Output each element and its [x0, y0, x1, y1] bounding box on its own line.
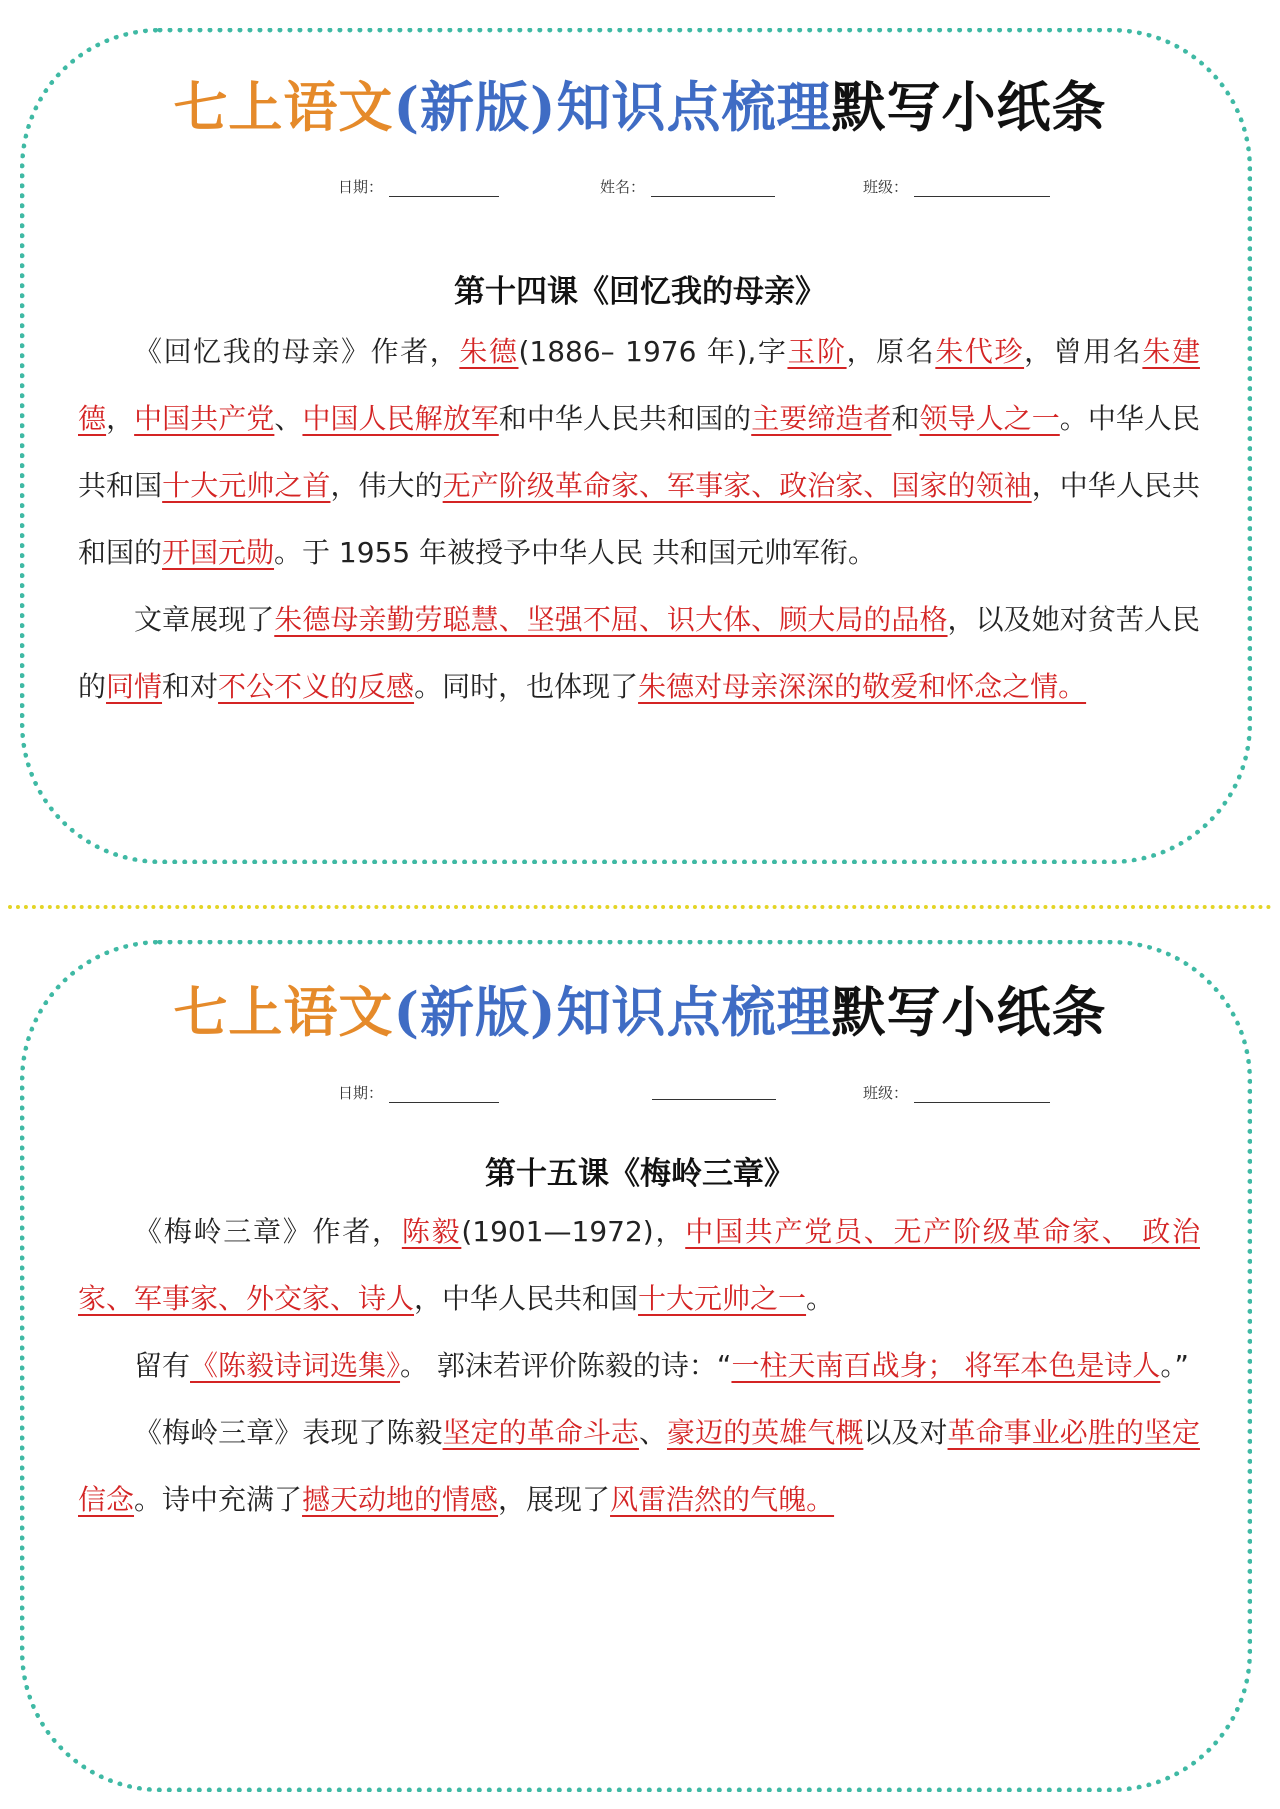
title-part-orange: 七上语文	[173, 75, 394, 139]
body-text: 《梅岭三章》表现了陈毅	[134, 1416, 443, 1449]
cut-line-divider	[8, 905, 1272, 909]
answer-blank-text: 不公不义的反感	[218, 670, 415, 703]
body-text: 、	[274, 402, 303, 435]
name-label: 姓名：	[600, 178, 646, 196]
body-text: ，	[106, 402, 135, 435]
title-part-blue: (新版)知识点梳理	[393, 75, 832, 139]
answer-blank-text: 坚定的革命斗志	[442, 1416, 639, 1449]
name-blank[interactable]	[651, 180, 775, 197]
body-text: 。于 1955 年被授予中华人民 共和国元帅军衔。	[274, 536, 876, 569]
name-blank[interactable]	[652, 1083, 776, 1100]
answer-blank-text: 无产阶级革命家、军事家、政治家、国家的领袖	[442, 469, 1032, 502]
class-field[interactable]	[863, 1082, 1050, 1103]
answer-blank-text: 玉阶	[787, 335, 847, 368]
paragraph	[78, 586, 1200, 720]
name-field[interactable]	[600, 1082, 776, 1100]
paragraph	[78, 1399, 1200, 1533]
body-text: 。同时，也体现了	[414, 670, 639, 703]
title-part-black: 默写小纸条	[831, 75, 1107, 139]
body-text: (1886– 1976 年),字	[518, 335, 788, 368]
title-part-orange: 七上语文	[173, 980, 394, 1044]
answer-blank-text: 朱德	[459, 335, 519, 368]
lesson-title-14: 第十四课《回忆我的母亲》	[454, 274, 826, 310]
date-blank[interactable]	[389, 180, 499, 197]
body-text: 。诗中充满了	[134, 1483, 303, 1516]
header-title-2	[0, 970, 1280, 1047]
answer-blank-text: 朱代珍	[935, 335, 1025, 368]
class-blank[interactable]	[914, 180, 1050, 197]
body-text: 和对	[162, 670, 219, 703]
lesson-title-15: 第十五课《梅岭三章》	[485, 1156, 795, 1192]
body-text: 《回忆我的母亲》作者，	[134, 335, 460, 368]
name-field[interactable]	[600, 176, 775, 197]
body-text: ，伟大的	[330, 469, 443, 502]
answer-blank-text: 陈毅	[401, 1215, 462, 1248]
answer-blank-text: 中国共产党	[134, 402, 275, 435]
name-blank-only[interactable]	[600, 1082, 776, 1100]
answer-blank-text: 风雷浩然的气魄。	[610, 1483, 835, 1516]
body-text: ，原名	[846, 335, 936, 368]
answer-blank-text: 朱建德	[78, 335, 1200, 435]
title-part-black: 默写小纸条	[831, 980, 1107, 1044]
body-text: ，曾用名	[1024, 335, 1143, 368]
lesson-15-body	[78, 1198, 1200, 1533]
date-label: 日期：	[338, 1084, 384, 1102]
answer-blank-text: 中国人民解放军	[302, 402, 499, 435]
body-text: ，展现了	[498, 1483, 611, 1516]
class-label: 班级：	[863, 1084, 909, 1102]
answer-blank-text: 领导人之一	[919, 402, 1060, 435]
date-field[interactable]	[338, 176, 499, 197]
answer-blank-text: 撼天动地的情感	[302, 1483, 499, 1516]
class-label: 班级：	[863, 178, 909, 196]
lesson-14-body	[78, 318, 1200, 720]
body-text: 。”	[1160, 1349, 1189, 1382]
answer-blank-text: 十大元帅之一	[638, 1282, 807, 1315]
body-text: 文章展现了	[134, 603, 275, 636]
answer-blank-text: 主要缔造者	[751, 402, 892, 435]
body-text: 和中华人民共和国的	[498, 402, 752, 435]
date-field[interactable]	[338, 1082, 499, 1103]
body-text: ，中华人民共和国的	[78, 469, 1200, 569]
class-blank[interactable]	[914, 1086, 1050, 1103]
body-text: 、	[638, 1416, 668, 1449]
answer-blank-text: 革命事业必胜的坚定信念	[78, 1416, 1200, 1516]
answer-blank-text: 一柱天南百战身； 将军本色是诗人	[731, 1349, 1161, 1382]
date-blank[interactable]	[389, 1086, 499, 1103]
paragraph	[78, 318, 1200, 586]
body-text: 。	[806, 1282, 835, 1315]
answer-blank-text: 十大元帅之首	[162, 469, 331, 502]
body-text: 以及对	[863, 1416, 948, 1449]
body-text: (1901—1972)，	[461, 1215, 686, 1248]
date-label: 日期：	[338, 178, 384, 196]
title-part-blue: (新版)知识点梳理	[393, 980, 832, 1044]
answer-blank-text: 豪迈的英雄气概	[667, 1416, 864, 1449]
body-text: ，以及她对贫苦人民的	[78, 603, 1200, 703]
answer-blank-text: 开国元勋	[162, 536, 275, 569]
body-text: 。 郭沫若评价陈毅的诗：“	[400, 1349, 732, 1382]
body-text: 《梅岭三章》作者，	[134, 1215, 402, 1248]
class-field[interactable]	[863, 176, 1050, 197]
paragraph	[78, 1332, 1200, 1399]
answer-blank-text: 《陈毅诗词选集》	[190, 1349, 401, 1382]
body-text: 和	[891, 402, 920, 435]
answer-blank-text: 中国共产党员、无产阶级革命家、 政治家、军事家、外交家、诗人	[78, 1215, 1200, 1315]
body-text: 留有	[134, 1349, 191, 1382]
body-text: 。中华人民共和国	[78, 402, 1200, 502]
answer-blank-text: 朱德母亲勤劳聪慧、坚强不屈、识大体、顾大局的品格	[274, 603, 948, 636]
body-text: ，中华人民共和国	[414, 1282, 639, 1315]
header-title-1	[0, 65, 1280, 142]
answer-blank-text: 同情	[106, 670, 163, 703]
paragraph	[78, 1198, 1200, 1332]
answer-blank-text: 朱德对母亲深深的敬爱和怀念之情。	[638, 670, 1087, 703]
